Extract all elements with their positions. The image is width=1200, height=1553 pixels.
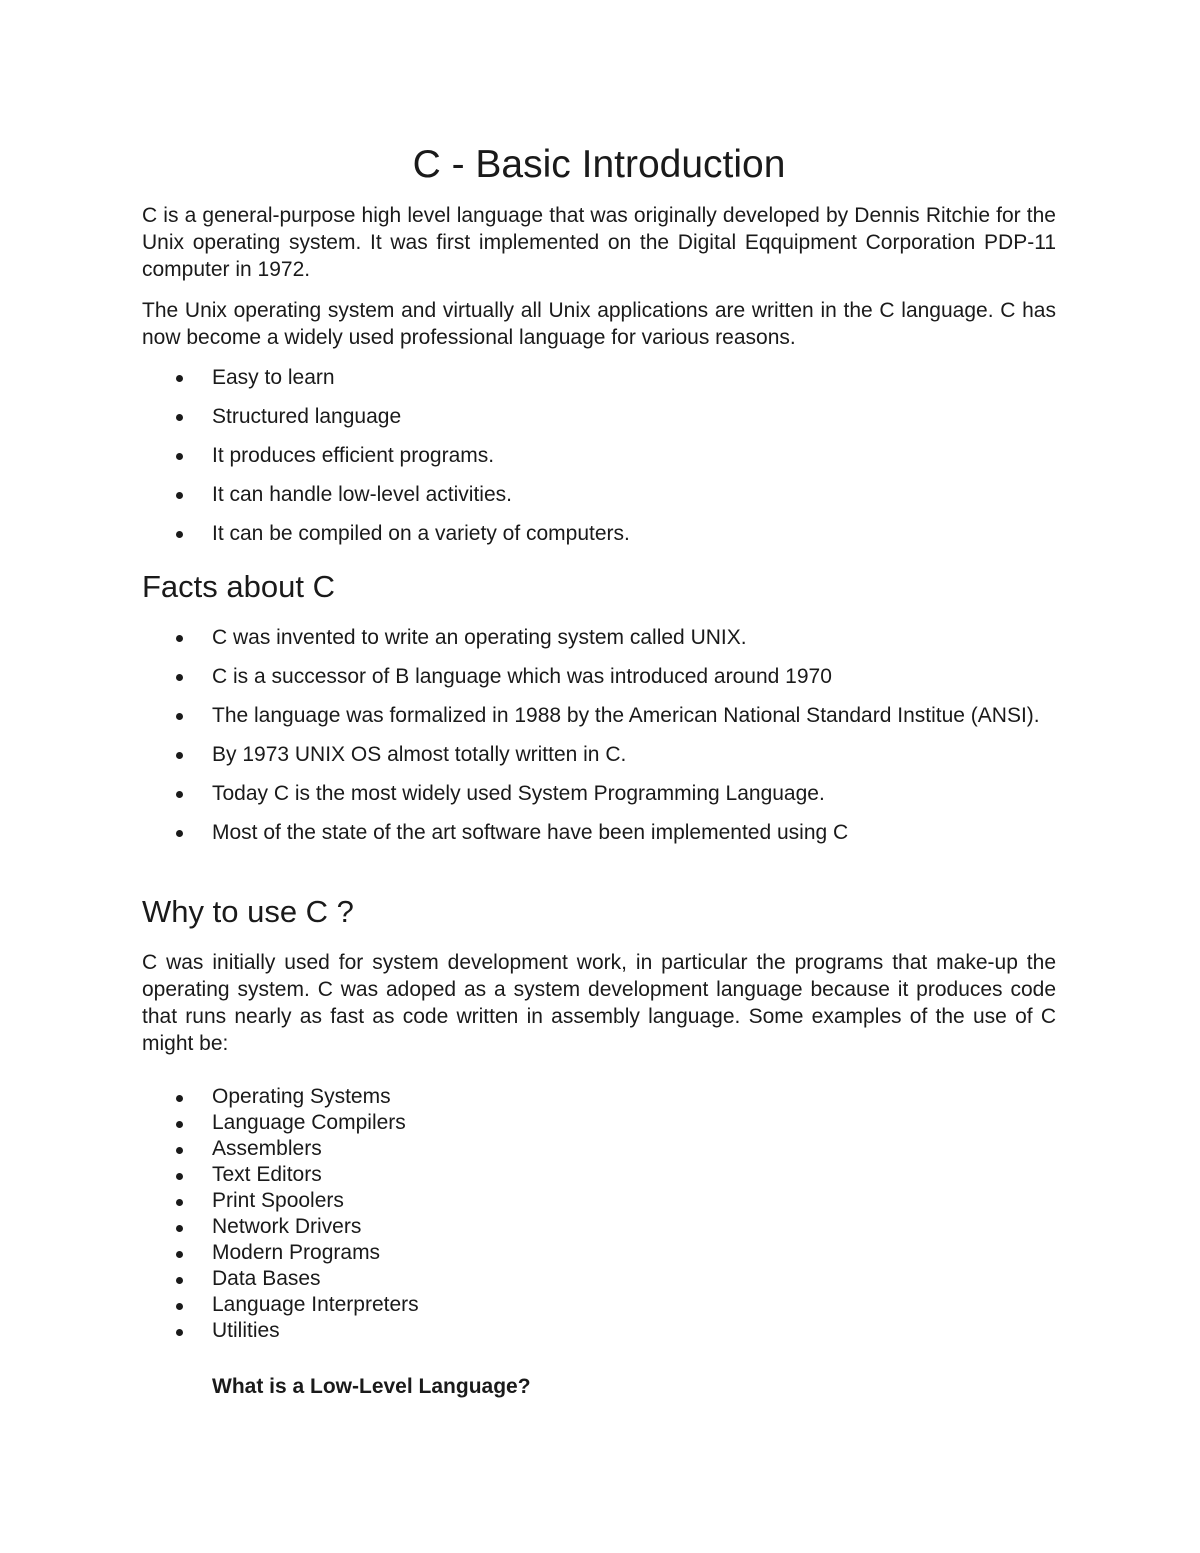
list-item: Utilities: [142, 1318, 1056, 1344]
list-item: The language was formalized in 1988 by the American National Standard Institue (ANSI).: [142, 702, 1056, 729]
bullet-icon: [176, 492, 183, 499]
list-item: Language Interpreters: [142, 1292, 1056, 1318]
list-item: Structured language: [142, 403, 1056, 430]
list-item: It produces efficient programs.: [142, 442, 1056, 469]
bullet-icon: [176, 1303, 183, 1310]
list-item: By 1973 UNIX OS almost totally written in C.: [142, 741, 1056, 768]
list-item: Most of the state of the art software have been implemented using C: [142, 819, 1056, 846]
reasons-list: [142, 364, 1056, 559]
examples-list: [142, 1084, 1056, 1344]
list-item: C was invented to write an operating system called UNIX.: [142, 624, 1056, 651]
list-item: It can handle low-level activities.: [142, 481, 1056, 508]
low-level-language-heading: What is a Low-Level Language?: [212, 1375, 531, 1398]
bullet-icon: [176, 414, 183, 421]
list-item: Text Editors: [142, 1162, 1056, 1188]
bullet-icon: [176, 1225, 183, 1232]
bullet-icon: [176, 713, 183, 720]
list-item: It can be compiled on a variety of computers.: [142, 520, 1056, 547]
list-item: Operating Systems: [142, 1084, 1056, 1110]
bullet-icon: [176, 531, 183, 538]
bullet-icon: [176, 1095, 183, 1102]
bullet-icon: [176, 1121, 183, 1128]
facts-heading: Facts about C: [142, 569, 335, 604]
bullet-icon: [176, 635, 183, 642]
bullet-icon: [176, 1277, 183, 1284]
list-item: Data Bases: [142, 1266, 1056, 1292]
facts-list: [142, 624, 1056, 858]
bullet-icon: [176, 1329, 183, 1336]
bullet-icon: [176, 752, 183, 759]
bullet-icon: [176, 1147, 183, 1154]
list-item: Easy to learn: [142, 364, 1056, 391]
list-item: Print Spoolers: [142, 1188, 1056, 1214]
bullet-icon: [176, 375, 183, 382]
bullet-icon: [176, 674, 183, 681]
bullet-icon: [176, 453, 183, 460]
why-heading: Why to use C ?: [142, 894, 354, 929]
why-paragraph: C was initially used for system development work, in particular the programs that make-up the operating system. C was adoped as a system development language because it produces code that runs nearly as fast as code written in assembly language. Some examples of the use of C might be:: [142, 951, 1056, 1055]
bullet-icon: [176, 830, 183, 837]
list-item: Today C is the most widely used System Programming Language.: [142, 780, 1056, 807]
bullet-icon: [176, 1251, 183, 1258]
list-item: Assemblers: [142, 1136, 1056, 1162]
list-item: Modern Programs: [142, 1240, 1056, 1266]
page-title: C - Basic Introduction: [412, 143, 786, 186]
bullet-icon: [176, 1173, 183, 1180]
list-item: Language Compilers: [142, 1110, 1056, 1136]
intro-paragraph-2: The Unix operating system and virtually all Unix applications are written in the C language. C has now become a widely used professional language for various reasons.: [142, 299, 1056, 349]
list-item: Network Drivers: [142, 1214, 1056, 1240]
list-item: C is a successor of B language which was introduced around 1970: [142, 663, 1056, 690]
bullet-icon: [176, 1199, 183, 1206]
bullet-icon: [176, 791, 183, 798]
intro-paragraph-1: C is a general-purpose high level language that was originally developed by Dennis Ritchie for the Unix operating system. It was first implemented on the Digital Eqquipment Corporation PDP-11 computer in 1972.: [142, 204, 1056, 281]
